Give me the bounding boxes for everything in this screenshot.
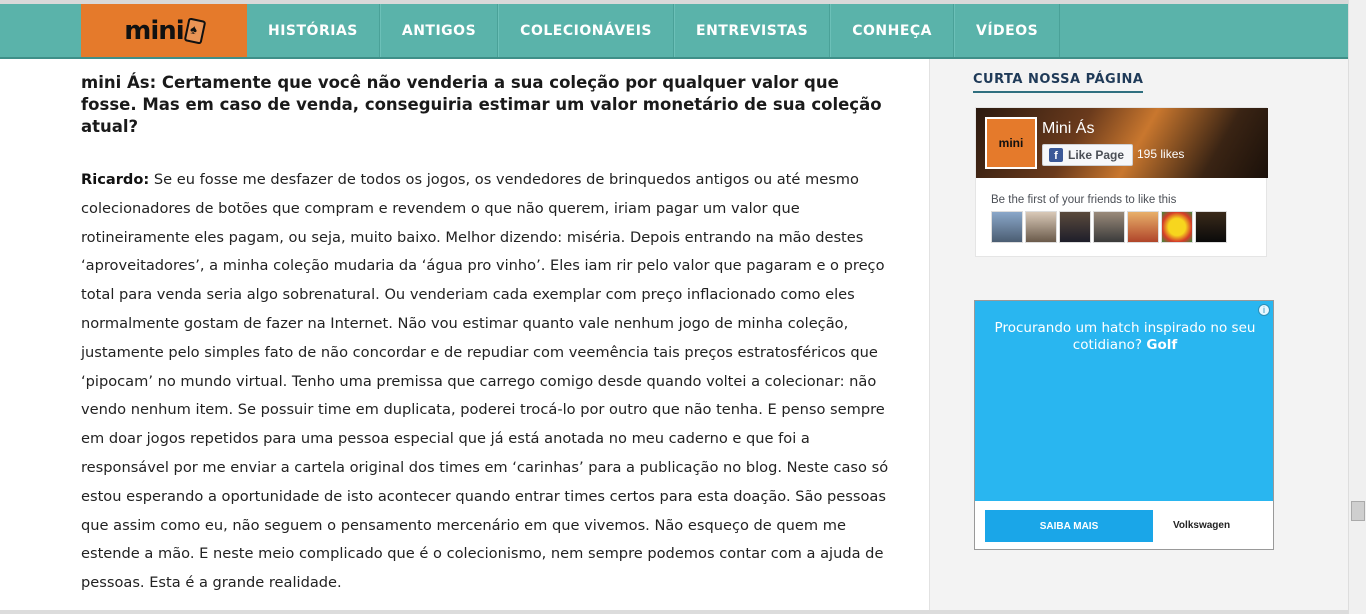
ad-brand-label: Volkswagen	[1173, 520, 1231, 531]
fan-avatar[interactable]	[1161, 211, 1193, 243]
nav-item-historias[interactable]: HISTÓRIAS	[247, 4, 380, 57]
answer-text: Se eu fosse me desfazer de todos os jogos, os vendedores de brinquedos antigos ou até mesmo colecionadores de botões que compram e revendem o que não querem, iriam pagar um valor que rotineiramente eles pagam, ou seja, muito baixo. Melhor dizendo: miséria. Depois entrando na mão destes ‘aproveitadores’, a minha coleção mudaria da ‘água pro vinho’. Eles iam rir pelo valor que pagaram e o preço total para venda seria algo sobrenatural. Ou venderiam cada exemplar com preço inflacionado como eles normalmente gostam de fazer na Internet. Não vou estimar quanto vale nenhum jogo de minha coleção, justamente pelo simples fato de não concordar e de repudiar com veemência tais preços estratosféricos que ‘pipocam’ no mundo virtual. Tenho uma premissa que carrego comigo desde quando voltei a colecionar: não vendo nenhum item. Se possuir time em duplicata, poderei trocá-lo por outro que não tenha. E penso sempre em doar jogos repetidos para uma pessoa especial que já está anotada no meu caderno e que foi a responsável por me enviar a cartela original dos times em ‘carinhas’ para a publicação no blog. Neste caso só estou esperando a oportunidade de isto acontecer quando entrar times certos para esta doação. São pessoas que assim como eu, não seguem o pensamento mercenário em que vivemos. Não esqueço de quem me estende a mão. E neste meio complicado que é o colecionismo, nem sempre podemos contar com a ajuda de pessoas. Esta é a grande realidade.	[81, 171, 889, 592]
like-button-label: Like Page	[1068, 148, 1125, 162]
facebook-like-button[interactable]	[1042, 144, 1133, 166]
playing-card-icon	[183, 17, 206, 44]
facebook-page-avatar[interactable]: mini	[985, 117, 1037, 169]
facebook-icon: f	[1049, 148, 1063, 162]
main-menu	[247, 4, 1060, 57]
interview-answer	[81, 166, 896, 598]
advertisement-banner[interactable]	[974, 300, 1274, 550]
fan-avatar[interactable]	[1059, 211, 1091, 243]
fan-avatar[interactable]	[1195, 211, 1227, 243]
nav-item-antigos[interactable]: ANTIGOS	[380, 4, 498, 57]
interview-article	[81, 72, 896, 598]
vertical-scrollbar[interactable]	[1348, 0, 1366, 614]
fan-avatar[interactable]	[1093, 211, 1125, 243]
scrollbar-thumb[interactable]	[1351, 501, 1365, 521]
logo-text: mini	[124, 15, 184, 46]
interview-question: mini Ás: Certamente que você não venderia a sua coleção por qualquer valor que fosse. Mas em caso de venda, conseguiria estimar um valor monetário de sua coleção atual?	[81, 73, 882, 136]
nav-item-entrevistas[interactable]: ENTREVISTAS	[674, 4, 830, 57]
speaker-name: Ricardo:	[81, 171, 150, 188]
horizontal-scrollbar[interactable]	[0, 610, 1348, 614]
facebook-like-count: 195 likes	[1137, 147, 1185, 161]
facebook-fan-avatars	[991, 211, 1227, 243]
ad-headline-brand: Golf	[1146, 337, 1178, 353]
ad-cta-button[interactable]: SAIBA MAIS	[985, 510, 1153, 542]
fan-avatar[interactable]	[1127, 211, 1159, 243]
ad-headline	[985, 320, 1265, 354]
site-logo-link[interactable]	[81, 4, 247, 57]
facebook-friends-text: Be the first of your friends to like this	[991, 194, 1177, 206]
nav-item-colecionaveis[interactable]: COLECIONÁVEIS	[498, 4, 674, 57]
facebook-page-widget	[975, 107, 1267, 257]
fan-avatar[interactable]	[1025, 211, 1057, 243]
ad-info-icon[interactable]: i	[1258, 304, 1270, 316]
facebook-page-name[interactable]: Mini Ás	[1042, 120, 1095, 137]
widget-title: CURTA NOSSA PÁGINA	[973, 72, 1143, 93]
nav-item-conheca[interactable]: CONHEÇA	[830, 4, 954, 57]
ad-headline-text: Procurando um hatch inspirado no seu cotidiano?	[994, 320, 1256, 353]
fan-avatar[interactable]	[991, 211, 1023, 243]
nav-item-videos[interactable]: VÍDEOS	[954, 4, 1060, 57]
